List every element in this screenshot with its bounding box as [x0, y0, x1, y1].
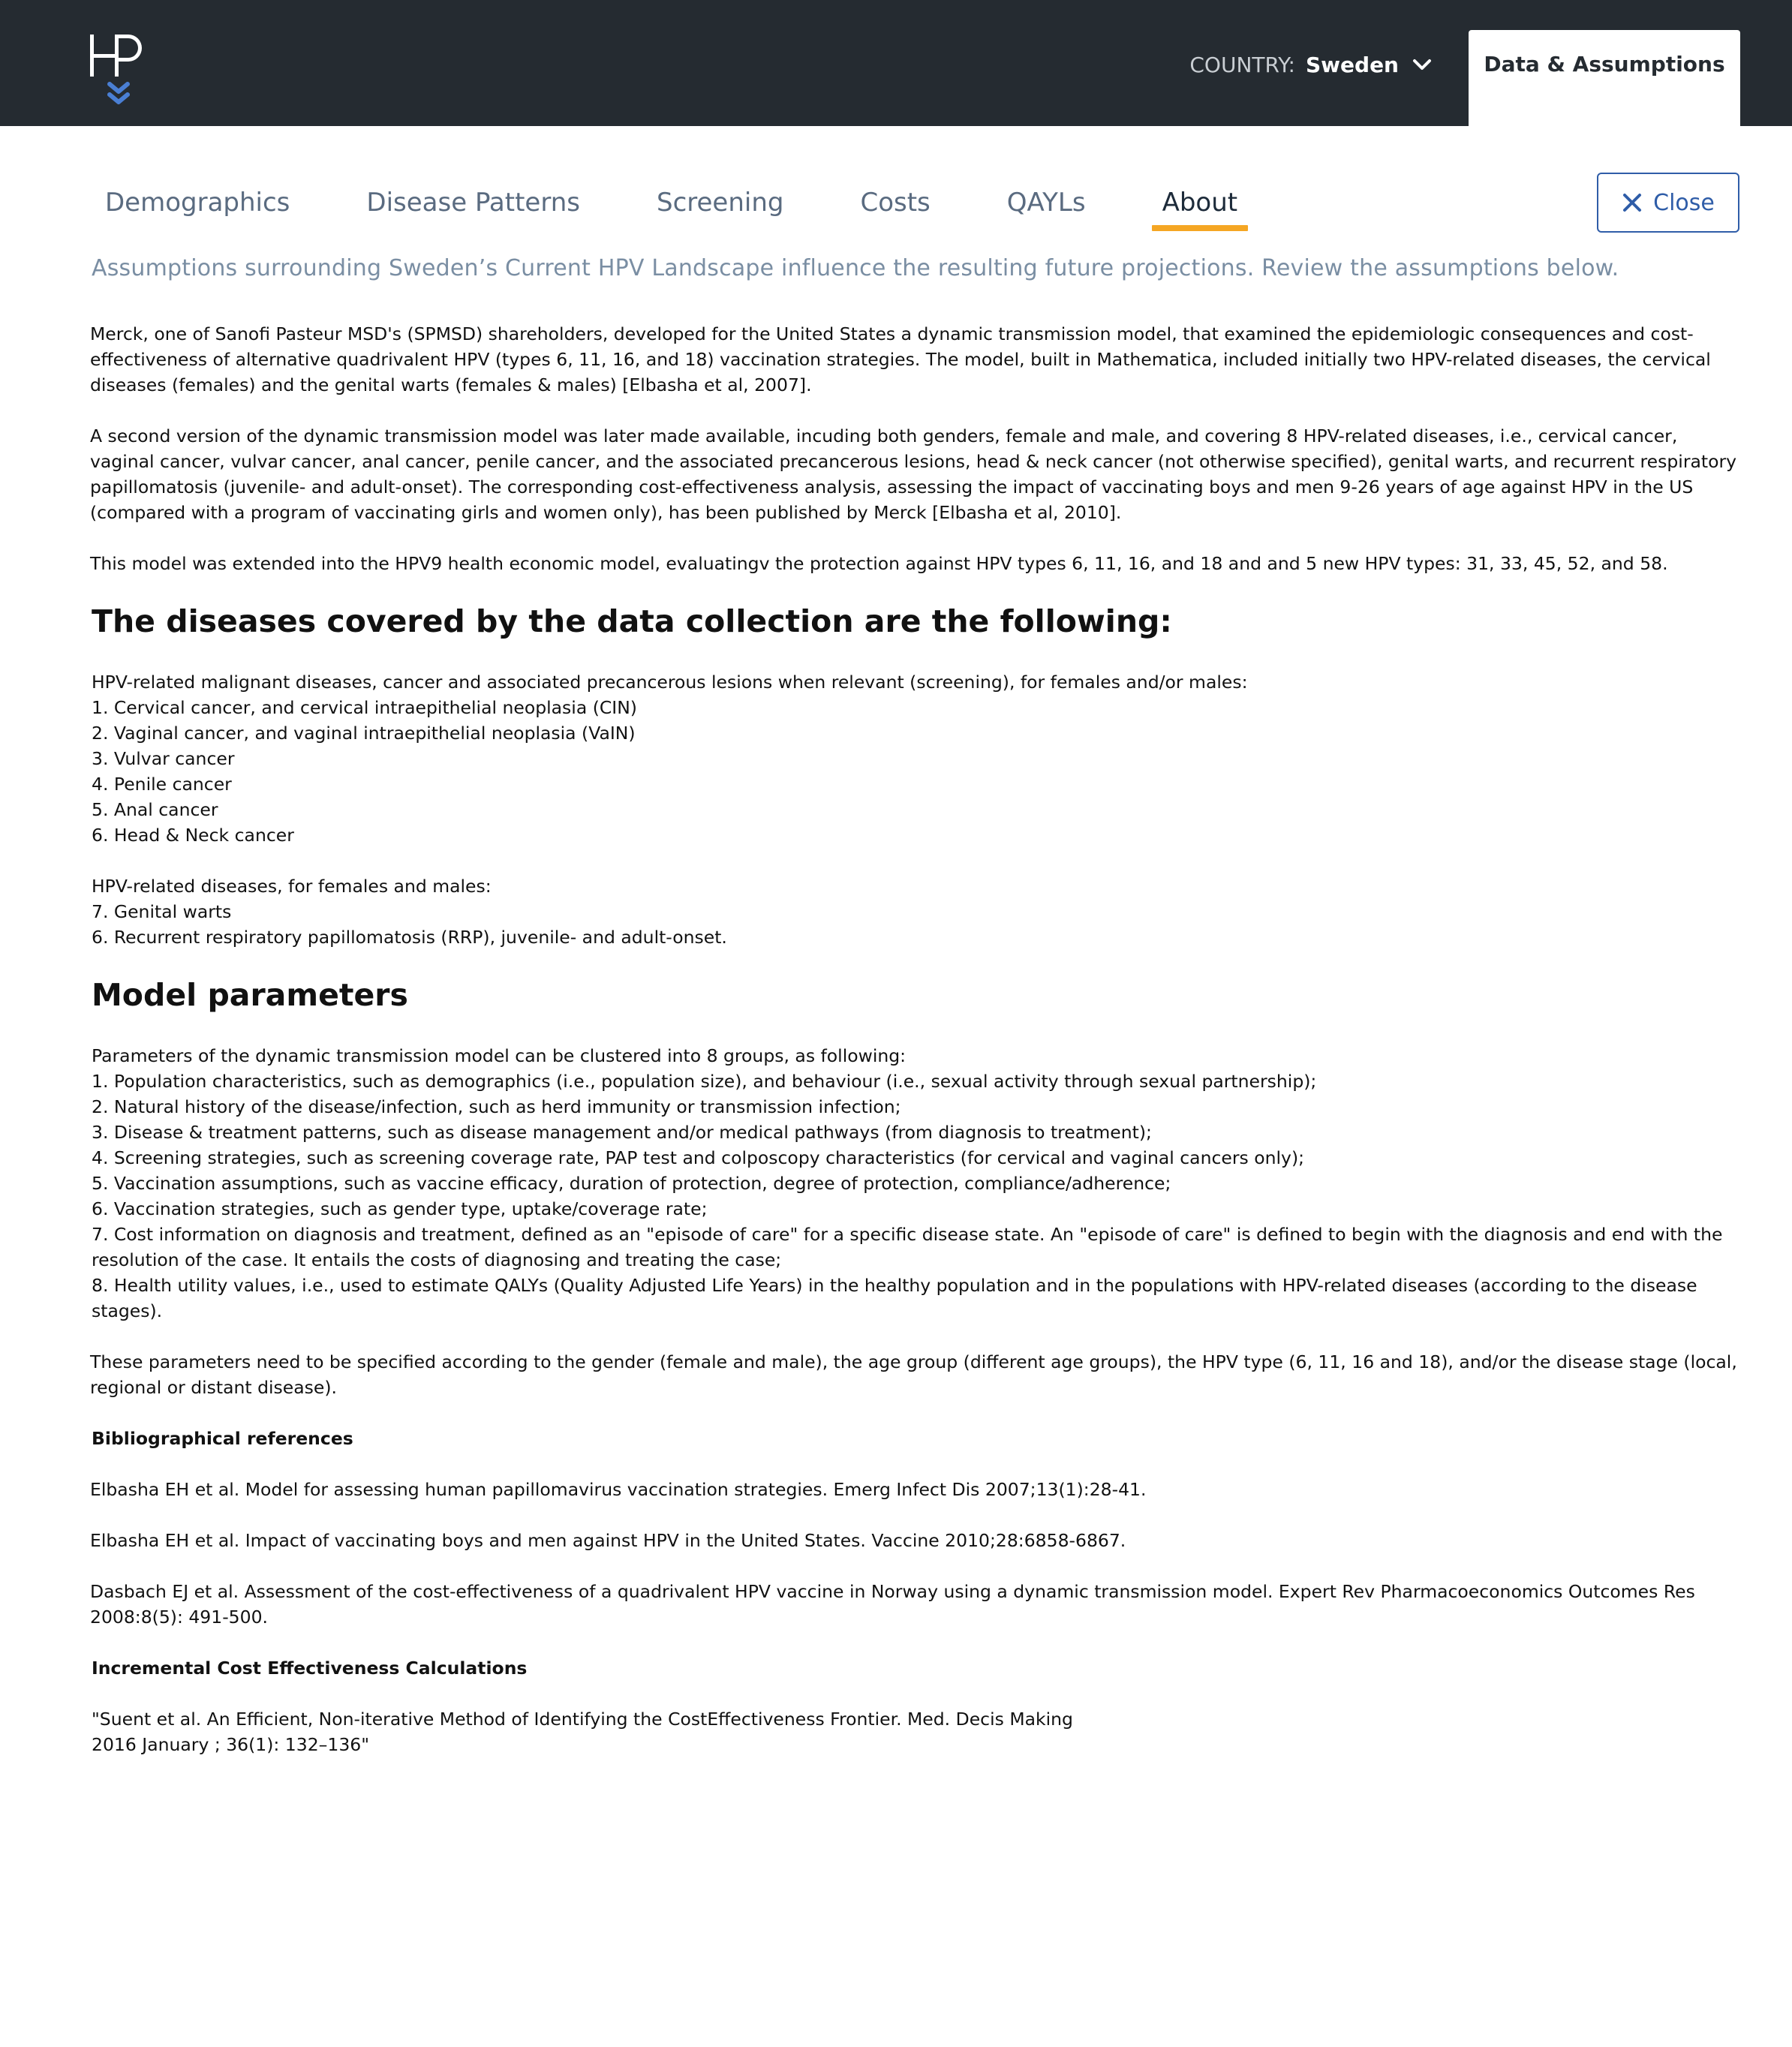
list-item: 1. Population characteristics, such as demographics (i.e., population size), and behaviour (i.e., sexual activity through sexual partnership); [92, 1071, 1317, 1092]
paragraph: Merck, one of Sanofi Pasteur MSD's (SPMSD) shareholders, developed for the United States a dynamic transmission model, that examined the epidemiologic consequences and cost-effectiveness of alternative quadrivalent HPV (types 6, 11, 16, and 18) vaccination strategies. The model, built in Mathematica, included initially two HPV-related diseases, the cervical diseases (females) and the genital warts (females & males) [Elbasha et al, 2007]. [90, 323, 1711, 395]
icer-heading: Incremental Cost Effectiveness Calculations [92, 1658, 528, 1679]
reference: Elbasha EH et al. Model for assessing human papillomavirus vaccination strategies. Emerg Infect Dis 2007;13(1):28-41. [90, 1479, 1147, 1500]
country-value: Sweden [1306, 52, 1399, 77]
list-item: 5. Anal cancer [92, 799, 218, 820]
model-parameters-list [92, 1043, 1741, 1324]
tab-demographics[interactable]: Demographics [105, 188, 290, 218]
list-item: 7. Genital warts [92, 901, 232, 922]
list-item: 5. Vaccination assumptions, such as vaccine efficacy, duration of protection, degree of protection, compliance/adherence; [92, 1173, 1171, 1194]
list-item: 7. Cost information on diagnosis and treatment, defined as an "episode of care" for a specific disease state. An "episode of care" is defined to begin with the diagnosis and end with the resolution of the case. It entails the costs of diagnosing and treating the case; [92, 1224, 1723, 1270]
country-selector[interactable] [1189, 47, 1432, 83]
reference: Dasbach EJ et al. Assessment of the cost-effectiveness of a quadrivalent HPV vaccine in Norway using a dynamic transmission model. Expert Rev Pharmacoeconomics Outcomes Res 2008:8(5): 491-500. [90, 1581, 1695, 1628]
icer-line: 2016 January ; 36(1): 132–136" [92, 1734, 370, 1755]
list-intro: HPV-related malignant diseases, cancer and associated precancerous lesions when relevant (screening), for females and/or males: [92, 672, 1248, 693]
close-label: Close [1653, 189, 1715, 216]
tab-qayls[interactable]: QAYLs [1006, 188, 1086, 218]
parameters-note: These parameters need to be specified according to the gender (female and male), the age group (different age groups), the HPV type (6, 11, 16 and 18), and/or the disease stage (local, regional or distant disease). [90, 1351, 1737, 1398]
malignant-diseases-list [92, 669, 1741, 848]
country-label: COUNTRY: [1189, 52, 1295, 77]
close-icon [1622, 192, 1643, 213]
list-intro: Parameters of the dynamic transmission model can be clustered into 8 groups, as following: [92, 1045, 907, 1066]
list-item: 6. Vaccination strategies, such as gender type, uptake/coverage rate; [92, 1198, 708, 1219]
list-item: 6. Recurrent respiratory papillomatosis (RRP), juvenile- and adult-onset. [92, 927, 727, 948]
tab-screening[interactable]: Screening [656, 188, 784, 218]
list-item: 3. Disease & treatment patterns, such as disease management and/or medical pathways (from diagnosis to treatment); [92, 1122, 1152, 1143]
diseases-heading: The diseases covered by the data collection are the following: [92, 603, 1172, 639]
about-content [90, 321, 1741, 1757]
reference: Elbasha EH et al. Impact of vaccinating boys and men against HPV in the United States. Vaccine 2010;28:6858-6867. [90, 1530, 1126, 1551]
list-item: 4. Screening strategies, such as screening coverage rate, PAP test and colposcopy characteristics (for cervical and vaginal cancers only); [92, 1147, 1305, 1168]
icer-reference [92, 1706, 1741, 1757]
chevron-down-icon [1412, 58, 1432, 71]
model-parameters-heading: Model parameters [92, 977, 408, 1013]
section-tabs [83, 180, 1291, 234]
paragraph: This model was extended into the HPV9 health economic model, evaluatingv the protection against HPV types 6, 11, 16, and 18 and and 5 new HPV types: 31, 33, 45, 52, and 58. [90, 553, 1668, 574]
tab-about[interactable]: About [1140, 180, 1261, 225]
list-item: 4. Penile cancer [92, 774, 232, 795]
close-button[interactable] [1597, 173, 1739, 233]
list-item: 1. Cervical cancer, and cervical intraepithelial neoplasia (CIN) [92, 697, 637, 718]
other-diseases-list [92, 873, 1741, 950]
list-item: 2. Vaginal cancer, and vaginal intraepithelial neoplasia (VaIN) [92, 723, 636, 744]
list-intro: HPV-related diseases, for females and males: [92, 876, 492, 897]
icer-line: "Suent et al. An Efficient, Non-iterative Method of Identifying the CostEffectiveness Frontier. Med. Decis Making [92, 1709, 1073, 1730]
intro-text: Assumptions surrounding Sweden’s Current HPV Landscape influence the resulting future projections. Review the assumptions below. [92, 255, 1619, 281]
top-bar [0, 0, 1792, 126]
hp-logo[interactable] [89, 32, 156, 110]
paragraph: A second version of the dynamic transmission model was later made available, incuding both genders, female and male, and covering 8 HPV-related diseases, i.e., cervical cancer, vaginal cancer, vulvar cancer, anal cancer, penile cancer, and the associated precancerous lesions, head & neck cancer (not otherwise specified), genital warts, and recurrent respiratory papillomatosis (juvenile- and adult-onset). The corresponding cost-effectiveness analysis, assessing the impact of vaccinating boys and men 9-26 years of age against HPV in the US (compared with a program of vaccinating girls and women only), has been published by Merck [Elbasha et al, 2010]. [90, 425, 1737, 523]
list-item: 3. Vulvar cancer [92, 748, 235, 769]
tab-disease-patterns[interactable]: Disease Patterns [366, 188, 580, 218]
bibliography-heading: Bibliographical references [92, 1428, 353, 1449]
list-item: 2. Natural history of the disease/infection, such as herd immunity or transmission infection; [92, 1096, 901, 1117]
data-assumptions-tab[interactable]: Data & Assumptions [1469, 30, 1740, 126]
tab-costs[interactable]: Costs [860, 188, 931, 218]
list-item: 6. Head & Neck cancer [92, 825, 294, 846]
list-item: 8. Health utility values, i.e., used to estimate QALYs (Quality Adjusted Life Years) in the healthy population and in the populations with HPV-related diseases (according to the disease stages). [92, 1275, 1697, 1321]
